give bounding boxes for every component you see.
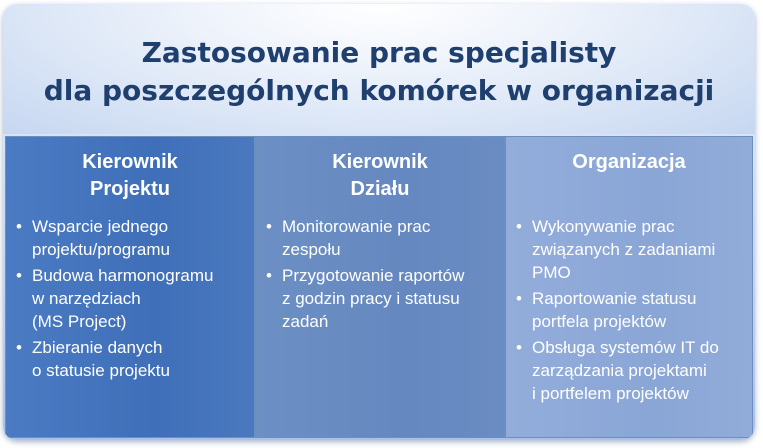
list-item-text: Budowa harmonogramu w narzędziach (MS Project) [32, 266, 214, 331]
column-item-list [14, 215, 246, 385]
list-item [264, 215, 496, 261]
column-organizacja [505, 136, 753, 438]
list-item [514, 287, 744, 333]
column-kierownik-dzialu [255, 136, 505, 438]
list-item [14, 264, 246, 333]
bullet-icon: • [16, 338, 22, 357]
bullet-icon: • [266, 217, 272, 236]
column-heading-line: Kierownik [82, 151, 178, 173]
list-item-text: Wykonywanie prac związanych z zadaniami PMO [532, 217, 716, 282]
column-item-list [264, 215, 496, 336]
column-heading-line: Kierownik [332, 151, 428, 173]
column-heading [506, 149, 752, 176]
list-item [14, 336, 246, 382]
list-item-text: Raportowanie statusu portfela projektów [532, 289, 697, 331]
column-kierownik-projektu [5, 136, 255, 438]
bullet-icon: • [16, 266, 22, 285]
bullet-icon: • [516, 217, 522, 236]
list-item-text: Zbieranie danych o statusie projektu [32, 338, 170, 380]
list-item-text: Obsługa systemów IT do zarządzania projektami i portfelem projektów [532, 338, 719, 403]
column-heading-line: Działu [350, 178, 410, 200]
diagram-header [3, 4, 755, 134]
column-heading-line: Organizacja [572, 151, 686, 173]
list-item [514, 215, 744, 284]
columns [5, 136, 753, 438]
bullet-icon: • [516, 289, 522, 308]
title-line-2: dla poszczególnych komórek w organizacji [43, 74, 715, 107]
list-item [514, 336, 744, 405]
diagram-frame [3, 4, 755, 440]
column-heading-line: Projektu [89, 178, 171, 200]
list-item [14, 215, 246, 261]
title-line-1: Zastosowanie prac specjalisty [141, 36, 617, 69]
list-item [264, 264, 496, 333]
list-item-text: Monitorowanie prac zespołu [282, 217, 431, 259]
bullet-icon: • [16, 217, 22, 236]
column-item-list [514, 215, 744, 408]
list-item-text: Przygotowanie raportów z godzin pracy i statusu zadań [282, 266, 465, 331]
diagram-title [3, 34, 755, 110]
list-item-text: Wsparcie jednego projektu/programu [32, 217, 170, 259]
column-heading [6, 149, 254, 203]
column-heading [256, 149, 504, 203]
bullet-icon: • [266, 266, 272, 285]
bullet-icon: • [516, 338, 522, 357]
